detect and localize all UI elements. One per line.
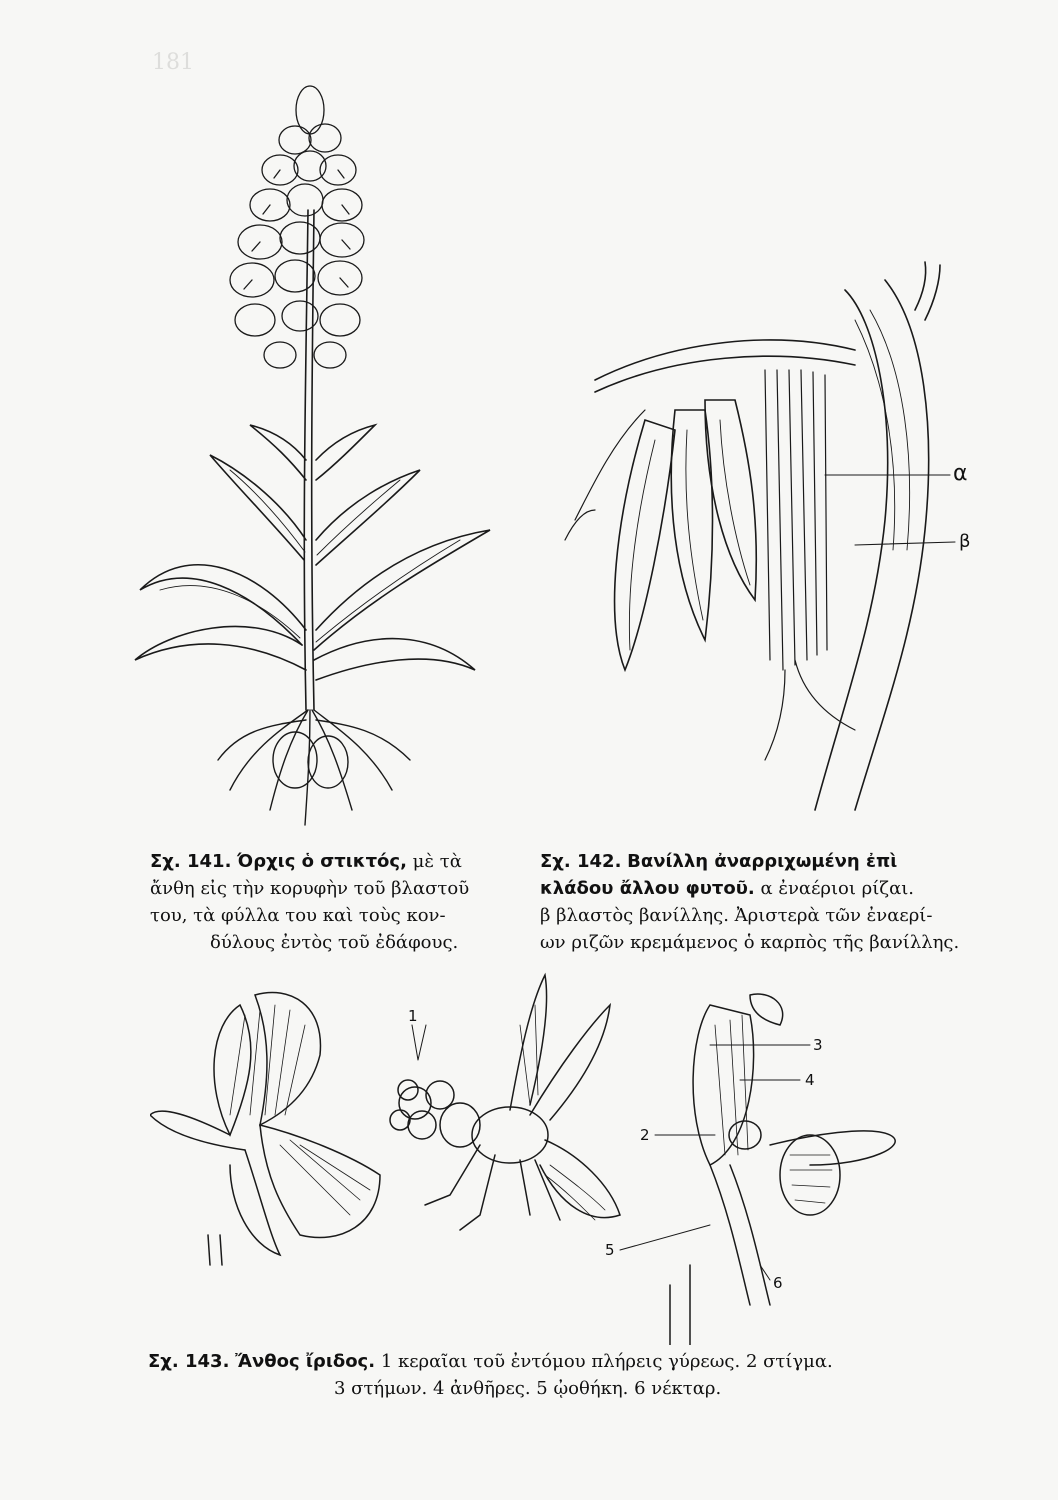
caption-141-text-3: του, τὰ φύλλα του καὶ τοὺς κον- [150, 905, 446, 926]
label-3: 3 [813, 1036, 823, 1054]
caption-figure-143 [148, 1348, 998, 1402]
caption-141-number: Σχ. 141. [150, 851, 232, 872]
caption-143-number: Σχ. 143. [148, 1351, 230, 1372]
figure-142-vanilla-illustration [555, 260, 975, 820]
caption-143-title: Ἄνθος ἴριδος. [235, 1351, 376, 1372]
caption-figure-142 [540, 848, 980, 956]
figure-143-iris-illustration [150, 965, 1000, 1345]
caption-141-text-1: μὲ τὰ [412, 851, 462, 872]
label-5: 5 [605, 1241, 615, 1259]
caption-143-text-2: 3 στήμων. 4 ἀνθῆρες. 5 ᾠοθήκη. 6 νέκταρ. [334, 1378, 722, 1399]
label-beta: β [959, 531, 971, 552]
caption-142-number: Σχ. 142. [540, 851, 622, 872]
caption-figure-141 [150, 848, 530, 956]
caption-142-title-2: κλάδου ἄλλου φυτοῦ. [540, 878, 755, 899]
caption-142-title-1: Βανίλλη ἀναρριχωμένη ἐπὶ [627, 851, 898, 872]
caption-142-text-3: β βλαστὸς βανίλλης. Ἀριστερὰ τῶν ἐναερί- [540, 905, 933, 926]
figure-141-orchis-illustration [130, 70, 500, 840]
label-4: 4 [805, 1071, 815, 1089]
page-number: 181 [152, 50, 194, 75]
caption-141-title: Όρχις ὁ στικτός, [237, 851, 407, 872]
label-2: 2 [640, 1126, 650, 1144]
caption-141-text-4: δύλους ἐντὸς τοῦ ἐδάφους. [210, 932, 459, 953]
caption-143-text-1: 1 κεραῖαι τοῦ ἐντόμου πλήρεις γύρεως. 2 στίγμα. [380, 1351, 833, 1372]
caption-142-text-2: α ἐναέριοι ρίζαι. [760, 878, 914, 899]
label-6: 6 [773, 1274, 783, 1292]
label-1: 1 [408, 1007, 418, 1025]
caption-142-text-4: ων ριζῶν κρεμάμενος ὁ καρπὸς τῆς βανίλλης. [540, 932, 960, 953]
caption-141-text-2: ἄνθη εἰς τὴν κορυφὴν τοῦ βλαστοῦ [150, 878, 470, 899]
label-alpha: α [953, 461, 968, 486]
